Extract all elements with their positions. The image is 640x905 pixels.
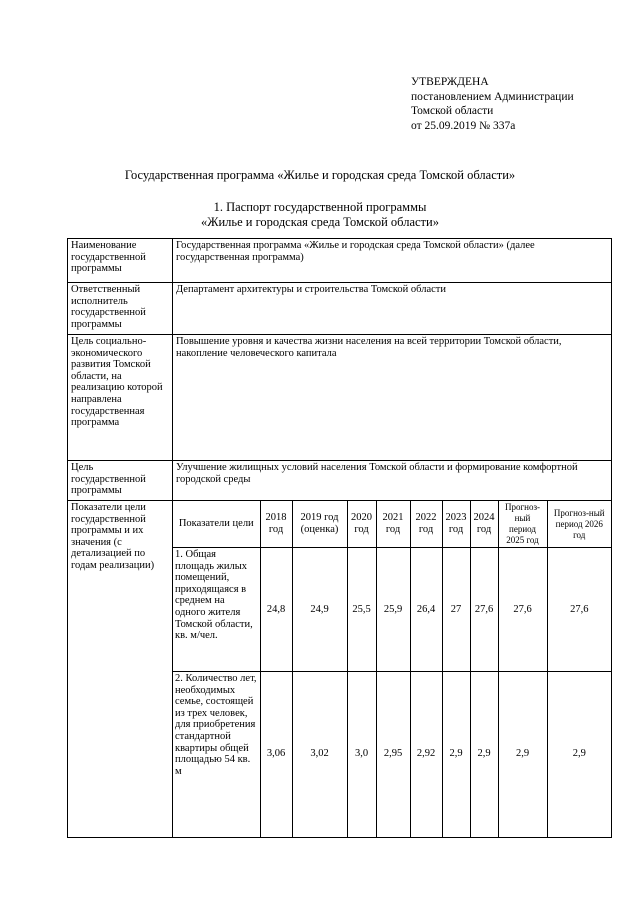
indicator-value: 24,8 [260, 548, 292, 672]
indicator-name: 1. Общая площадь жилых помещений, приходящаяся в среднем на одного жителя Томской области, кв. м/чел. [173, 548, 260, 672]
indicator-value: 2,9 [442, 672, 470, 837]
header-cell: Прогноз-ный период 2026 год [547, 501, 611, 548]
header-cell: 2024 год [470, 501, 498, 548]
approval-line-2: постановлением Администрации [411, 90, 574, 103]
header-cell: Прогноз-ный период 2025 год [498, 501, 547, 548]
header-cell: 2018 год [260, 501, 292, 548]
indicators-cell [173, 501, 612, 838]
indicator-name: 2. Количество лет, необходимых семье, состоящей из трех человек, для приобретения стандартной квартиры общей площадью 54 кв. м [173, 672, 260, 837]
header-cell: 2020 год [347, 501, 376, 548]
row-value: Повышение уровня и качества жизни населения на всей территории Томской области, накопление человеческого капитала [173, 335, 612, 461]
program-title: Государственная программа «Жилье и городская среда Томской области» [124, 168, 516, 182]
approval-line-4: от 25.09.2019 № 337а [411, 119, 516, 132]
row-value: Государственная программа «Жилье и городская среда Томской области» (далее государственная программа) [173, 239, 612, 283]
row-label: Цель государственной программы [68, 461, 173, 501]
approval-line-1: УТВЕРЖДЕНА [411, 76, 489, 88]
header-cell: 2019 год (оценка) [292, 501, 347, 548]
section-title-line-2: «Жилье и городская среда Томской области» [201, 215, 439, 229]
row-label: Ответственный исполнитель государственной программы [68, 283, 173, 335]
passport-row [68, 461, 612, 501]
passport-row [68, 283, 612, 335]
row-label: Цель социально-экономического развития Томской области, на реализацию которой направлена государственная программа [68, 335, 173, 461]
section-title-line-1: 1. Паспорт государственной программы [213, 200, 427, 214]
passport-table [67, 238, 612, 838]
indicator-value: 3,06 [260, 672, 292, 837]
indicator-value: 3,0 [347, 672, 376, 837]
section-title [0, 200, 640, 230]
indicator-value: 2,92 [410, 672, 442, 837]
row-label: Наименование государственной программы [68, 239, 173, 283]
indicator-value: 2,9 [470, 672, 498, 837]
indicator-value: 26,4 [410, 548, 442, 672]
indicator-value: 2,9 [547, 672, 611, 837]
passport-row-indicators [68, 501, 612, 838]
indicator-value: 3,02 [292, 672, 347, 837]
passport-row [68, 239, 612, 283]
indicator-value: 24,9 [292, 548, 347, 672]
row-value: Улучшение жилищных условий населения Томской области и формирование комфортной городской среды [173, 461, 612, 501]
header-cell: 2023 год [442, 501, 470, 548]
header-cell: 2022 год [410, 501, 442, 548]
indicator-value: 2,9 [498, 672, 547, 837]
indicator-value: 25,5 [347, 548, 376, 672]
approval-line-3: Томской области [411, 105, 494, 117]
row-value: Департамент архитектуры и строительства Томской области [173, 283, 612, 335]
row-label: Показатели цели государственной программы и их значения (с детализацией по годам реализации) [68, 501, 173, 838]
passport-row [68, 335, 612, 461]
header-cell: Показатели цели [173, 501, 260, 548]
indicators-header-row [173, 501, 611, 548]
indicator-value: 27,6 [547, 548, 611, 672]
approval-block [411, 75, 574, 133]
indicator-value: 25,9 [376, 548, 410, 672]
indicators-table [173, 501, 611, 837]
indicator-value: 27,6 [498, 548, 547, 672]
indicator-value: 2,95 [376, 672, 410, 837]
indicator-row [173, 672, 611, 837]
indicator-value: 27,6 [470, 548, 498, 672]
indicator-row [173, 548, 611, 672]
header-cell: 2021 год [376, 501, 410, 548]
indicator-value: 27 [442, 548, 470, 672]
